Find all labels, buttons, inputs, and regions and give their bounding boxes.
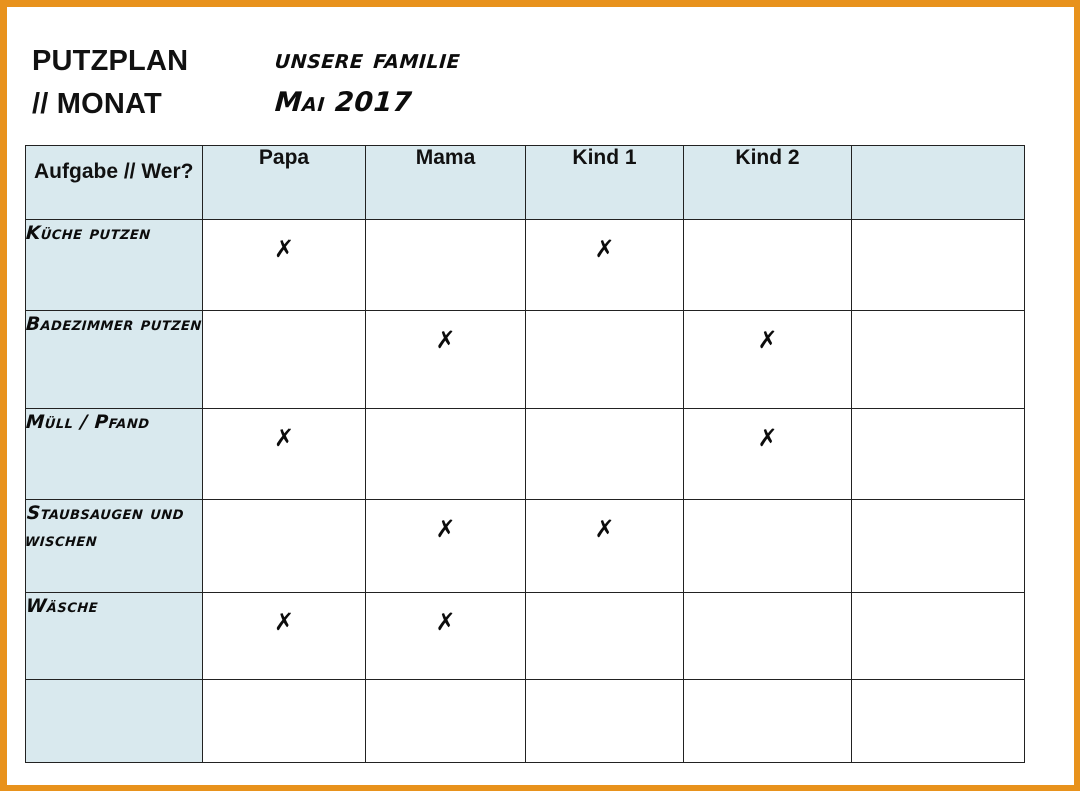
table-row: [26, 311, 1025, 409]
assignment-cell: [684, 680, 852, 763]
column-header: Mama: [366, 146, 526, 220]
task-cell: [26, 500, 203, 593]
assignment-cell: [203, 311, 366, 409]
assignment-cell: [203, 500, 366, 593]
task-cell: [26, 680, 203, 763]
column-header: Papa: [203, 146, 366, 220]
check-mark: ✗: [594, 235, 615, 263]
assignment-cell: [684, 409, 852, 500]
check-mark: ✗: [594, 515, 615, 543]
header-row: [26, 146, 1025, 220]
assignment-cell: [852, 409, 1025, 500]
task-cell: [26, 220, 203, 311]
assignment-cell: [366, 220, 526, 311]
assignment-cell: [526, 220, 684, 311]
column-header: Kind 1: [526, 146, 684, 220]
check-mark: ✗: [273, 424, 295, 452]
assignment-cell: [366, 593, 526, 680]
month-label: Mai 2017: [273, 87, 414, 118]
check-mark: ✗: [435, 608, 456, 636]
assignment-cell: [203, 220, 366, 311]
assignment-cell: [203, 680, 366, 763]
check-mark: ✗: [273, 235, 295, 263]
table-row: [26, 500, 1025, 593]
assignment-cell: [366, 500, 526, 593]
assignment-cell: [526, 311, 684, 409]
assignment-cell: [526, 593, 684, 680]
plan-subtitle: // MONAT: [32, 88, 162, 120]
assignment-cell: [203, 409, 366, 500]
assignment-cell: [852, 220, 1025, 311]
assignment-cell: [684, 311, 852, 409]
task-label: Badezimmer putzen: [25, 314, 203, 335]
cleaning-schedule-table: [25, 145, 1025, 763]
assignment-cell: [366, 680, 526, 763]
family-name: unsere familie: [273, 44, 462, 75]
assignment-cell: [526, 680, 684, 763]
assignment-cell: [852, 500, 1025, 593]
table-row: [26, 680, 1025, 763]
check-mark: ✗: [435, 326, 456, 354]
plan-title: PUTZPLAN: [32, 45, 189, 77]
task-label: Küche putzen: [25, 223, 152, 244]
column-header: [852, 146, 1025, 220]
table-row: [26, 409, 1025, 500]
task-label: Wäsche: [25, 596, 99, 617]
check-mark: ✗: [273, 608, 295, 636]
check-mark: ✗: [757, 326, 778, 354]
assignment-cell: [852, 680, 1025, 763]
task-label: Staubsaugen und wischen: [24, 503, 185, 551]
assignment-cell: [526, 409, 684, 500]
assignment-cell: [852, 593, 1025, 680]
check-mark: ✗: [435, 515, 456, 543]
table-row: [26, 593, 1025, 680]
assignment-cell: [684, 593, 852, 680]
assignment-cell: [526, 500, 684, 593]
task-cell: [26, 593, 203, 680]
assignment-cell: [852, 311, 1025, 409]
assignment-cell: [366, 409, 526, 500]
table-row: [26, 220, 1025, 311]
check-mark: ✗: [757, 424, 778, 452]
column-header: Kind 2: [684, 146, 852, 220]
assignment-cell: [203, 593, 366, 680]
assignment-cell: [684, 500, 852, 593]
task-label: Müll / Pfand: [25, 412, 151, 433]
assignment-cell: [366, 311, 526, 409]
task-cell: [26, 311, 203, 409]
task-cell: [26, 409, 203, 500]
assignment-cell: [684, 220, 852, 311]
corner-header: Aufgabe // Wer?: [26, 146, 203, 220]
